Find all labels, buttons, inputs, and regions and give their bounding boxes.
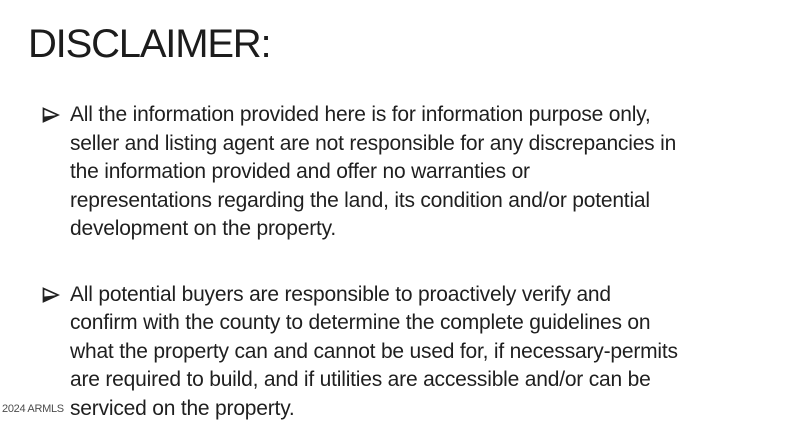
list-item — [42, 101, 782, 244]
bullet-text — [70, 101, 676, 244]
bullet-line: serviced on the property. — [70, 396, 295, 420]
bullet-text — [70, 281, 678, 424]
arrowhead-right-icon — [42, 107, 60, 123]
page-title: DISCLAIMER: — [28, 22, 271, 66]
bullet-line: what the property can and cannot be used for, if necessary-permits — [70, 339, 678, 363]
bullet-list — [42, 101, 782, 423]
bullet-line: All the information provided here is for information purpose only, — [70, 103, 651, 126]
arrowhead-right-icon — [42, 287, 60, 303]
bullet-line: confirm with the county to determine the complete guidelines on — [70, 311, 651, 334]
bullet-line: All potential buyers are responsible to proactively verify and — [70, 282, 611, 306]
watermark: 2024 ARMLS — [2, 403, 64, 415]
list-item — [42, 281, 782, 424]
bullet-line: the information provided and offer no warranties or — [70, 160, 530, 183]
bullet-line: seller and listing agent are not responsible for any discrepancies in — [70, 131, 677, 155]
bullet-line: are required to build, and if utilities are accessible and/or can be — [70, 368, 651, 391]
bullet-line: development on the property. — [70, 217, 337, 240]
bullet-line: representations regarding the land, its condition and/or potential — [70, 188, 650, 212]
